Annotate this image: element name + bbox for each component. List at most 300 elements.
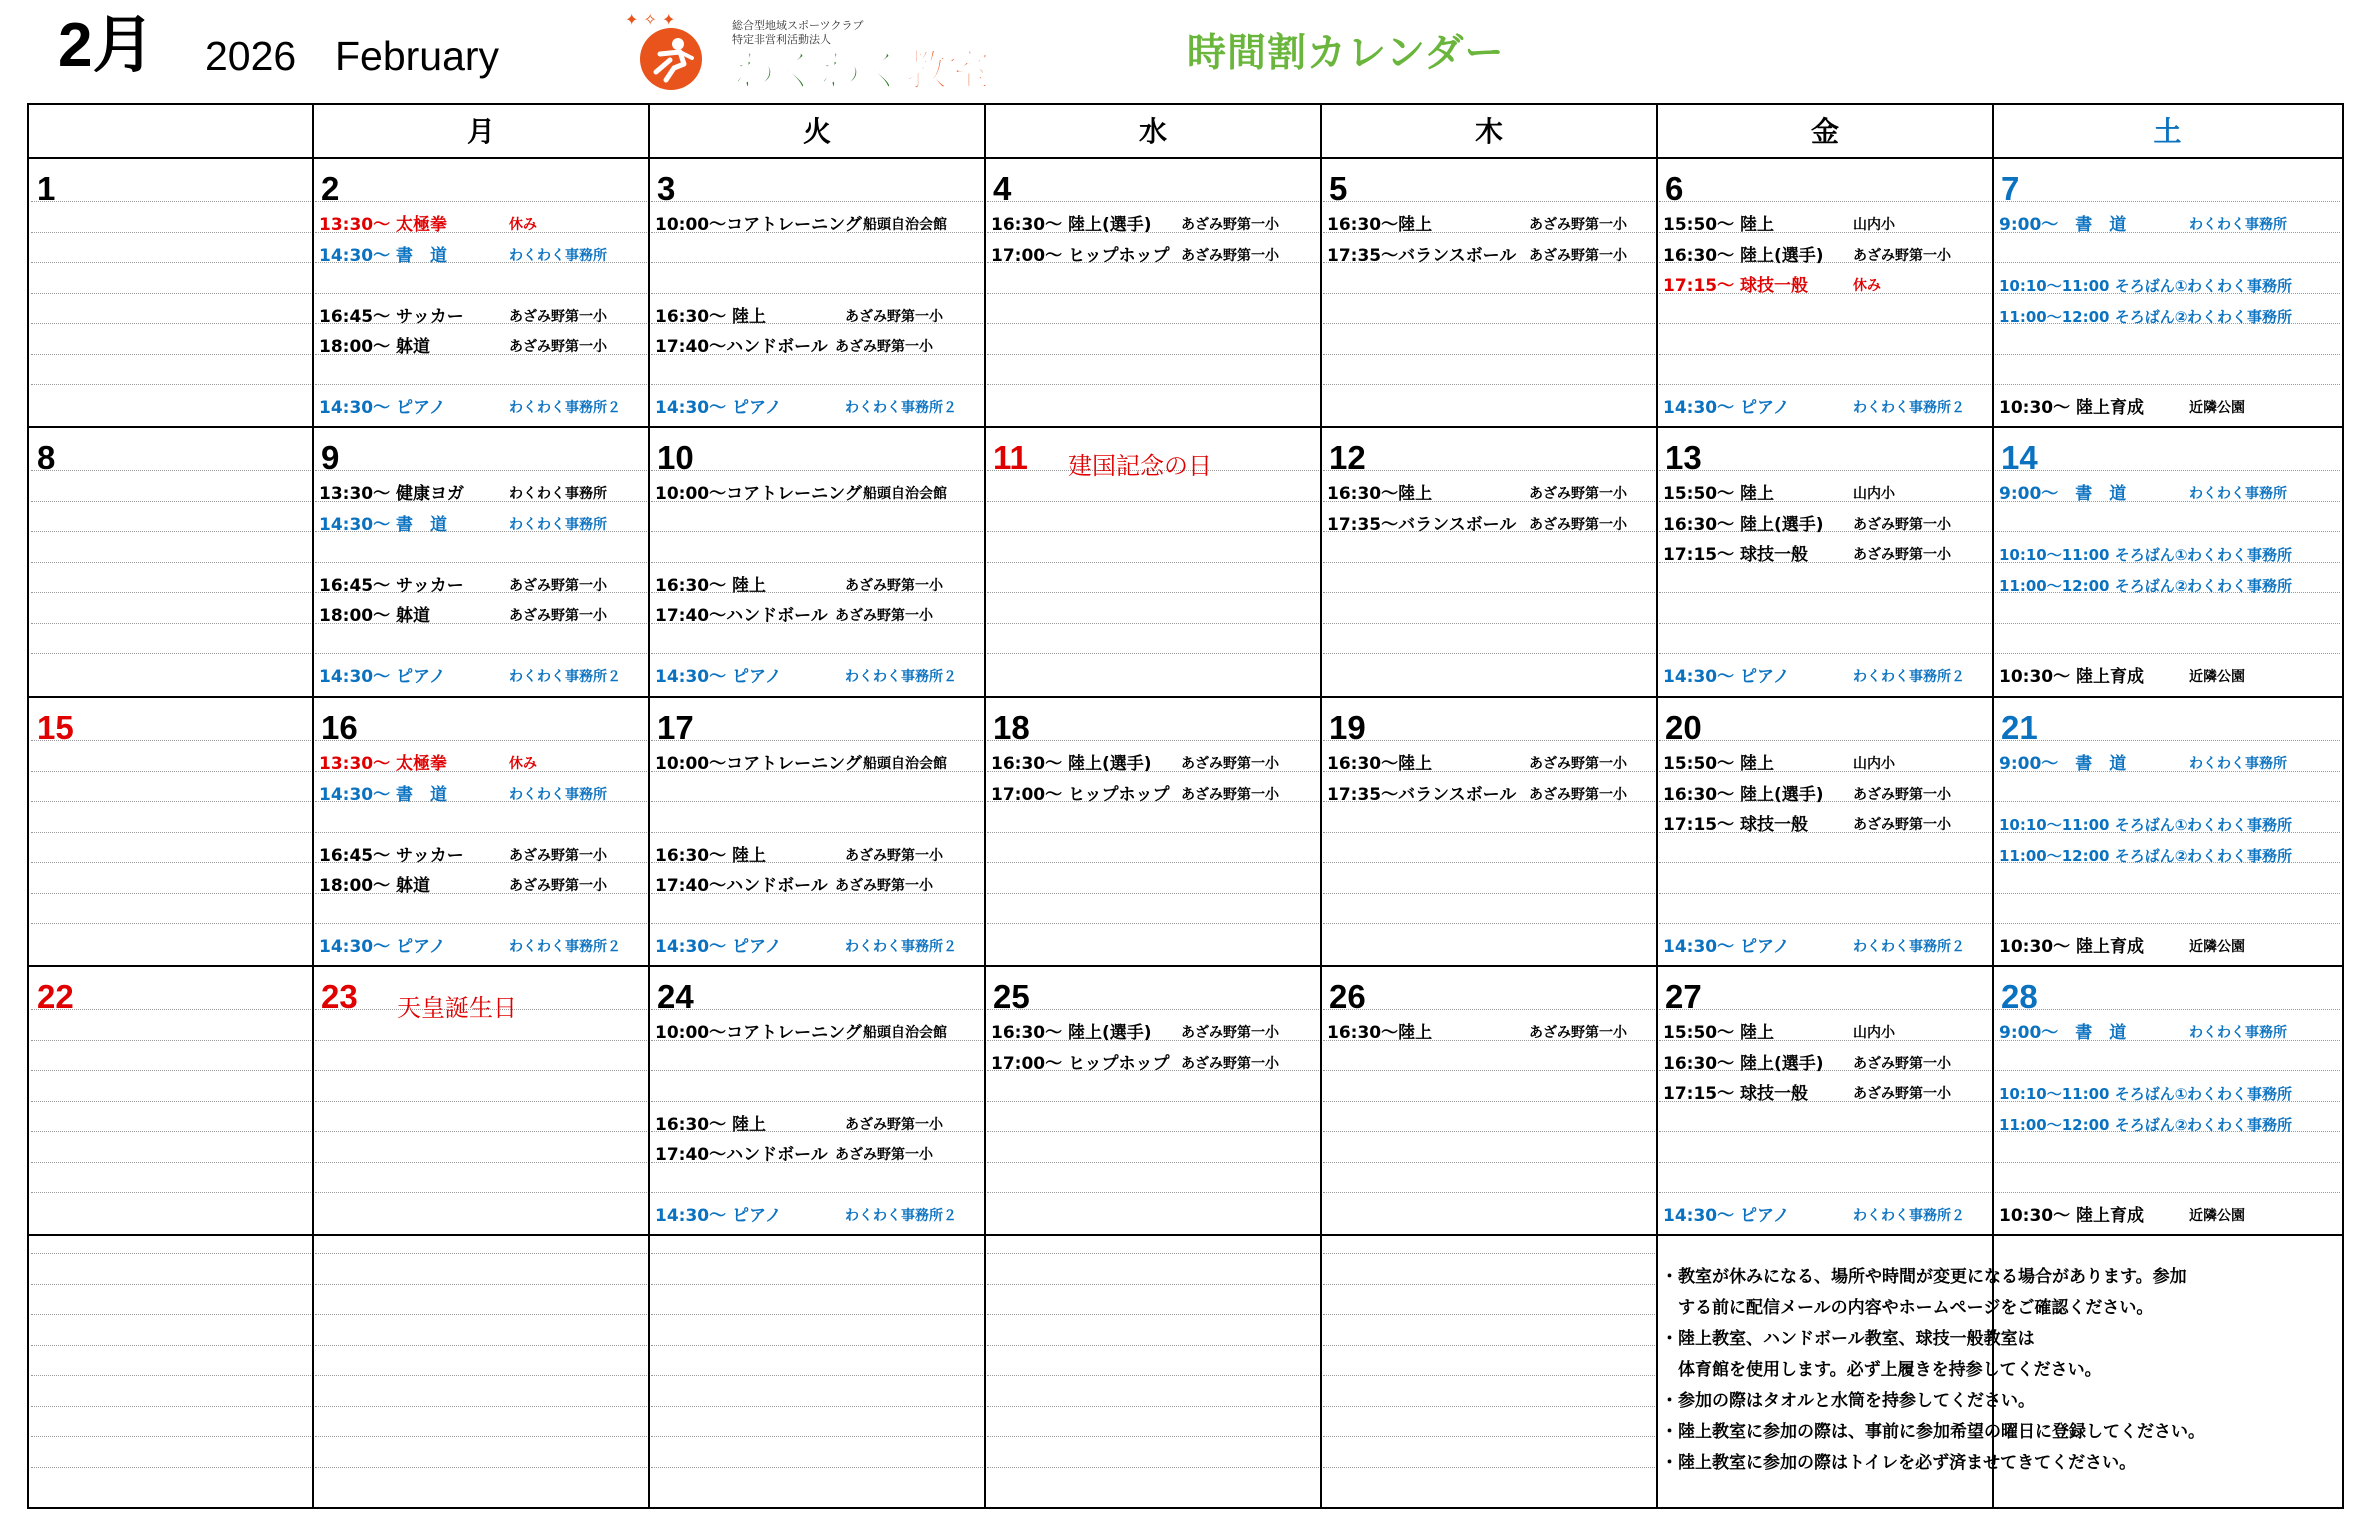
event-time-title: 11:00～12:00 そろばん② <box>1999 1115 2188 1134</box>
dotted-guide <box>31 262 311 263</box>
dotted-guide <box>651 1009 983 1010</box>
event-entry <box>1663 753 1895 775</box>
dotted-guide <box>31 862 311 863</box>
day-number: 13 <box>1665 439 1702 476</box>
weekday-header: 土 <box>2153 115 2182 148</box>
day-number: 3 <box>657 170 676 207</box>
event-time-title: 14:30～ ピアノ <box>1663 1206 1790 1226</box>
dotted-guide <box>987 1131 1319 1132</box>
dotted-guide <box>31 1314 311 1315</box>
dotted-guide <box>1659 893 1991 894</box>
dotted-guide <box>1659 323 1991 324</box>
dotted-guide <box>651 801 983 802</box>
day-number: 18 <box>993 709 1030 746</box>
dotted-guide <box>315 1375 647 1376</box>
dotted-guide <box>31 232 311 233</box>
row-divider <box>29 696 2342 698</box>
event-entry <box>655 336 933 358</box>
dotted-guide <box>987 1009 1319 1010</box>
dotted-guide <box>987 1375 1319 1376</box>
dotted-guide <box>1659 862 1991 863</box>
dotted-guide <box>31 801 311 802</box>
day-number: 7 <box>2001 170 2020 207</box>
dotted-guide <box>31 1101 311 1102</box>
dotted-guide <box>1323 893 1655 894</box>
dotted-guide <box>651 293 983 294</box>
event-entry <box>655 214 947 236</box>
event-time-title: 14:30～ ピアノ <box>319 667 446 687</box>
event-time-title: 11:00～12:00 そろばん② <box>1999 307 2188 326</box>
dotted-guide <box>1323 740 1655 741</box>
event-time-title: 13:30～ 太極拳 <box>319 754 448 774</box>
dotted-guide <box>987 1436 1319 1437</box>
event-time-title: 14:30～ 書 道 <box>319 245 448 266</box>
dotted-guide <box>987 1162 1319 1163</box>
event-time-title: 10:00～コアトレーニング <box>655 215 862 235</box>
event-time-title: 10:10～11:00 そろばん① <box>1999 816 2188 834</box>
event-location: わくわく事務所 <box>2187 1115 2293 1134</box>
event-time-title: 11:00～12:00 そろばん② <box>1999 846 2188 865</box>
dotted-guide <box>1323 323 1655 324</box>
dotted-guide <box>31 501 311 502</box>
event-location: あざみ野第一小 <box>509 577 607 594</box>
event-location: あざみ野第一小 <box>509 847 607 864</box>
event-time-title: 17:15～ 球技一般 <box>1663 1084 1809 1104</box>
event-location: あざみ野第一小 <box>1529 786 1627 803</box>
column-divider <box>312 105 314 1507</box>
dotted-guide <box>1995 354 2340 355</box>
event-entry <box>1663 1022 1895 1044</box>
event-time-title: 16:30～ 陸上 <box>655 845 767 866</box>
dotted-guide <box>315 293 647 294</box>
dotted-guide <box>651 262 983 263</box>
event-time-title: 10:30～ 陸上育成 <box>1999 937 2145 957</box>
event-time-title: 14:30～ ピアノ <box>655 937 782 957</box>
event-entry <box>655 1114 943 1136</box>
event-time-title: 14:30～ 書 道 <box>319 784 448 805</box>
event-time-title: 17:15～ 球技一般 <box>1663 545 1809 565</box>
sparkle-icon: ✦ ✧ ✦ <box>625 10 676 29</box>
dotted-guide <box>1659 1009 1991 1010</box>
weekday-header: 月 <box>466 115 495 148</box>
day-number: 23 <box>321 978 358 1015</box>
dotted-guide <box>1323 1131 1655 1132</box>
event-time-title: 16:30～陸上 <box>1327 754 1433 774</box>
event-time-title: 16:30～陸上 <box>1327 215 1433 235</box>
dotted-guide <box>1323 1345 1655 1346</box>
event-entry <box>1999 275 2293 297</box>
day-number: 5 <box>1329 170 1348 207</box>
dotted-guide <box>987 501 1319 502</box>
event-entry <box>655 397 957 419</box>
dotted-guide <box>651 653 983 654</box>
event-entry <box>319 753 537 775</box>
event-entry <box>1999 1083 2293 1105</box>
event-location: わくわく事務所２ <box>845 400 957 416</box>
dotted-guide <box>1323 1162 1655 1163</box>
note-line: ・教室が休みになる、場所や時間が変更になる場合があります。参加 <box>1661 1267 2187 1287</box>
event-time-title: 17:35～バランスボール <box>1327 514 1517 535</box>
dotted-guide <box>1659 653 1991 654</box>
event-time-title: 10:00～コアトレーニング <box>655 484 862 504</box>
dotted-guide <box>315 1101 647 1102</box>
day-number: 14 <box>2001 439 2038 476</box>
day-number: 27 <box>1665 978 1702 1015</box>
event-time-title: 10:00～コアトレーニング <box>655 754 862 774</box>
dotted-guide <box>651 832 983 833</box>
dotted-guide <box>1995 1070 2340 1071</box>
dotted-guide <box>31 354 311 355</box>
weekday-header-blank <box>29 105 313 158</box>
event-location: あざみ野第一小 <box>1181 247 1279 264</box>
dotted-guide <box>1995 1192 2340 1193</box>
event-entry <box>1999 753 2287 775</box>
dotted-guide <box>651 562 983 563</box>
event-location: あざみ野第一小 <box>835 339 933 355</box>
dotted-guide <box>987 201 1319 202</box>
dotted-guide <box>987 1192 1319 1193</box>
event-entry <box>1663 483 1895 505</box>
dotted-guide <box>1323 862 1655 863</box>
event-time-title: 16:45～ サッカー <box>319 845 464 866</box>
dotted-guide <box>1323 1070 1655 1071</box>
logo-wordmark-b: 教室 <box>905 46 992 95</box>
event-entry <box>1327 753 1627 775</box>
dotted-guide <box>315 1192 647 1193</box>
dotted-guide <box>31 893 311 894</box>
event-location: 休み <box>509 756 537 772</box>
dotted-guide <box>987 653 1319 654</box>
event-location: あざみ野第一小 <box>1853 1086 1951 1102</box>
dotted-guide <box>651 1467 983 1468</box>
event-time-title: 9:00～ 書 道 <box>1999 484 2127 504</box>
event-entry <box>991 784 1279 806</box>
dotted-guide <box>31 323 311 324</box>
event-entry <box>655 1144 933 1166</box>
event-time-title: 17:00～ ヒップホップ <box>991 1053 1170 1074</box>
club-logo <box>625 10 1035 98</box>
event-location: 近隣公園 <box>2189 669 2245 685</box>
event-location: わくわく事務所 <box>2187 546 2293 564</box>
dotted-guide <box>651 923 983 924</box>
event-time-title: 18:00～ 躰道 <box>319 876 431 896</box>
dotted-guide <box>1323 1192 1655 1193</box>
dotted-guide <box>651 201 983 202</box>
dotted-guide <box>987 531 1319 532</box>
event-time-title: 17:35～バランスボール <box>1327 784 1517 805</box>
dotted-guide <box>651 1192 983 1193</box>
event-location: 休み <box>509 217 537 233</box>
event-entry <box>1663 397 1965 419</box>
event-time-title: 10:30～ 陸上育成 <box>1999 398 2145 418</box>
dotted-guide <box>1995 1162 2340 1163</box>
event-entry <box>655 875 933 897</box>
event-time-title: 10:30～ 陸上育成 <box>1999 1206 2145 1226</box>
event-entry <box>1999 306 2293 328</box>
event-entry <box>1999 1114 2293 1136</box>
event-time-title: 16:30～陸上 <box>1327 484 1433 504</box>
event-entry <box>1999 666 2245 688</box>
dotted-guide <box>987 1406 1319 1407</box>
dotted-guide <box>31 771 311 772</box>
dotted-guide <box>31 1253 311 1254</box>
dotted-guide <box>315 1040 647 1041</box>
dotted-guide <box>987 832 1319 833</box>
logo-wordmark <box>733 46 992 95</box>
event-location: わくわく事務所２ <box>1853 939 1965 955</box>
dotted-guide <box>987 323 1319 324</box>
dotted-guide <box>1659 923 1991 924</box>
event-time-title: 10:10～11:00 そろばん① <box>1999 546 2188 564</box>
event-location: 近隣公園 <box>2189 400 2245 416</box>
event-location: わくわく事務所 <box>2187 816 2293 834</box>
dotted-guide <box>31 1040 311 1041</box>
dotted-guide <box>1323 623 1655 624</box>
event-entry <box>655 306 943 328</box>
event-location: あざみ野第一小 <box>835 608 933 624</box>
dotted-guide <box>987 1467 1319 1468</box>
dotted-guide <box>1995 1009 2340 1010</box>
event-time-title: 15:50～ 陸上 <box>1663 484 1775 504</box>
dotted-guide <box>315 562 647 563</box>
dotted-guide <box>1323 923 1655 924</box>
dotted-guide <box>651 1375 983 1376</box>
day-number: 2 <box>321 170 340 207</box>
event-time-title: 14:30～ ピアノ <box>1663 667 1790 687</box>
dotted-guide <box>1323 832 1655 833</box>
event-location: あざみ野第一小 <box>1181 756 1279 772</box>
dotted-guide <box>1995 201 2340 202</box>
dotted-guide <box>1323 354 1655 355</box>
dotted-guide <box>987 384 1319 385</box>
dotted-guide <box>1323 293 1655 294</box>
event-entry <box>655 483 947 505</box>
event-time-title: 16:30～ 陸上(選手) <box>991 754 1152 774</box>
event-location: わくわく事務所 <box>509 516 607 533</box>
event-location: わくわく事務所２ <box>1853 1208 1965 1224</box>
dotted-guide <box>987 293 1319 294</box>
event-entry <box>319 605 607 627</box>
dotted-guide <box>987 740 1319 741</box>
day-number: 6 <box>1665 170 1684 207</box>
dotted-guide <box>315 201 647 202</box>
event-time-title: 14:30～ ピアノ <box>319 937 446 957</box>
event-entry <box>1999 1022 2287 1044</box>
note-line: 体育館を使用します。必ず上履きを持参してください。 <box>1661 1360 2102 1380</box>
event-entry <box>1663 214 1895 236</box>
dotted-guide <box>1659 623 1991 624</box>
event-entry <box>1663 666 1965 688</box>
event-time-title: 17:15～ 球技一般 <box>1663 276 1809 296</box>
event-location: あざみ野第一小 <box>1181 1025 1279 1041</box>
event-entry <box>1327 483 1627 505</box>
event-entry <box>1663 245 1951 267</box>
dotted-guide <box>315 1345 647 1346</box>
dotted-guide <box>315 1253 647 1254</box>
event-location: わくわく事務所 <box>2187 1085 2293 1103</box>
event-location: あざみ野第一小 <box>1529 247 1627 264</box>
dotted-guide <box>1995 801 2340 802</box>
dotted-guide <box>1323 470 1655 471</box>
event-entry <box>655 1205 957 1227</box>
event-time-title: 16:30～ 陸上 <box>655 575 767 596</box>
event-location: あざみ野第一小 <box>509 308 607 325</box>
event-entry <box>1663 784 1951 806</box>
event-time-title: 16:30～ 陸上(選手) <box>991 1023 1152 1043</box>
event-location: あざみ野第一小 <box>1529 1025 1627 1041</box>
dotted-guide <box>31 623 311 624</box>
dotted-guide <box>315 1467 647 1468</box>
dotted-guide <box>315 1284 647 1285</box>
dotted-guide <box>1659 1131 1991 1132</box>
event-time-title: 14:30～ ピアノ <box>1663 398 1790 418</box>
event-time-title: 17:40～ハンドボール <box>655 337 828 357</box>
column-divider <box>984 105 986 1507</box>
event-time-title: 14:30～ ピアノ <box>655 398 782 418</box>
event-entry <box>655 936 957 958</box>
event-time-title: 16:30～ 陸上(選手) <box>991 215 1152 235</box>
dotted-guide <box>987 1101 1319 1102</box>
day-number: 9 <box>321 439 340 476</box>
dotted-guide <box>651 1070 983 1071</box>
dotted-guide <box>1659 201 1991 202</box>
dotted-guide <box>315 1162 647 1163</box>
event-time-title: 17:40～ハンドボール <box>655 876 828 896</box>
event-entry <box>319 514 607 536</box>
event-location: わくわく事務所 <box>2187 576 2293 595</box>
event-location: あざみ野第一小 <box>1529 756 1627 772</box>
dotted-guide <box>31 1192 311 1193</box>
day-number: 19 <box>1329 709 1366 746</box>
dotted-guide <box>651 1314 983 1315</box>
event-entry <box>1999 214 2287 236</box>
note-line: する前に配信メールの内容やホームページをご確認ください。 <box>1661 1298 2154 1318</box>
event-time-title: 16:45～ サッカー <box>319 575 464 596</box>
dotted-guide <box>31 923 311 924</box>
event-entry <box>319 214 537 236</box>
event-entry <box>1327 1022 1627 1044</box>
dotted-guide <box>1323 653 1655 654</box>
event-entry <box>1327 245 1627 267</box>
event-entry <box>655 666 957 688</box>
day-number: 17 <box>657 709 694 746</box>
dotted-guide <box>31 1162 311 1163</box>
dotted-guide <box>1323 562 1655 563</box>
day-number: 4 <box>993 170 1012 207</box>
dotted-guide <box>1995 923 2340 924</box>
dotted-guide <box>31 1436 311 1437</box>
row-divider <box>29 965 2342 967</box>
note-line: ・陸上教室に参加の際はトイレを必ず済ませてきてください。 <box>1661 1453 2137 1473</box>
dotted-guide <box>651 1101 983 1102</box>
column-divider <box>1656 105 1658 1507</box>
event-location: あざみ野第一小 <box>1529 217 1627 233</box>
dotted-guide <box>1323 1284 1655 1285</box>
dotted-guide <box>651 1406 983 1407</box>
event-location: わくわく事務所２ <box>845 669 957 685</box>
dotted-guide <box>1323 1467 1655 1468</box>
event-location: 近隣公園 <box>2189 939 2245 955</box>
event-entry <box>319 397 621 419</box>
event-entry <box>991 245 1279 267</box>
dotted-guide <box>315 470 647 471</box>
dotted-guide <box>651 531 983 532</box>
event-entry <box>1999 483 2287 505</box>
dotted-guide <box>651 1345 983 1346</box>
event-time-title: 14:30～ 書 道 <box>319 514 448 535</box>
dotted-guide <box>987 862 1319 863</box>
row-divider <box>29 1234 2342 1236</box>
event-time-title: 16:30～ 陸上(選手) <box>1663 245 1824 266</box>
event-time-title: 17:35～バランスボール <box>1327 245 1517 266</box>
event-location: わくわく事務所２ <box>845 939 957 955</box>
event-location: わくわく事務所 <box>2189 217 2287 233</box>
day-number: 25 <box>993 978 1030 1015</box>
event-entry <box>655 575 943 597</box>
day-number: 15 <box>37 709 74 746</box>
event-location: 休み <box>1853 278 1881 294</box>
event-time-title: 16:30～ 陸上 <box>655 306 767 327</box>
event-entry <box>655 845 943 867</box>
row-divider <box>29 426 2342 428</box>
event-location: あざみ野第一小 <box>509 878 607 894</box>
event-location: あざみ野第一小 <box>1853 786 1951 803</box>
day-number: 28 <box>2001 978 2038 1015</box>
event-time-title: 13:30～ 太極拳 <box>319 215 448 235</box>
dotted-guide <box>31 1406 311 1407</box>
dotted-guide <box>31 384 311 385</box>
dotted-guide <box>315 1131 647 1132</box>
event-location: あざみ野第一小 <box>509 339 607 355</box>
dotted-guide <box>315 832 647 833</box>
event-location: あざみ野第一小 <box>845 577 943 594</box>
event-time-title: 10:10～11:00 そろばん① <box>1999 277 2188 295</box>
dotted-guide <box>1659 740 1991 741</box>
event-entry <box>319 306 607 328</box>
event-time-title: 16:30～ 陸上(選手) <box>1663 1053 1824 1074</box>
event-location: 山内小 <box>1853 486 1895 502</box>
dotted-guide <box>31 1070 311 1071</box>
event-time-title: 18:00～ 躰道 <box>319 337 431 357</box>
event-time-title: 16:30～ 陸上 <box>655 1114 767 1135</box>
event-location: 船頭自治会館 <box>863 486 947 502</box>
event-location: あざみ野第一小 <box>1181 1055 1279 1072</box>
dotted-guide <box>31 592 311 593</box>
event-location: 山内小 <box>1853 217 1895 233</box>
event-entry <box>655 1022 947 1044</box>
dotted-guide <box>1323 1314 1655 1315</box>
event-entry <box>991 1022 1279 1044</box>
event-entry <box>1999 575 2293 597</box>
event-entry <box>319 666 621 688</box>
event-entry <box>319 936 621 958</box>
notes-block <box>1661 1262 2205 1479</box>
dotted-guide <box>31 531 311 532</box>
dotted-guide <box>1659 354 1991 355</box>
holiday-label: 天皇誕生日 <box>397 994 517 1022</box>
event-entry <box>1999 936 2245 958</box>
dotted-guide <box>651 1253 983 1254</box>
event-location: あざみ野第一小 <box>1181 217 1279 233</box>
event-entry <box>1663 936 1965 958</box>
event-location: わくわく事務所 <box>2187 307 2293 326</box>
event-location: わくわく事務所 <box>2187 277 2293 295</box>
event-entry <box>1999 845 2293 867</box>
dotted-guide <box>1995 653 2340 654</box>
event-location: わくわく事務所２ <box>1853 669 1965 685</box>
dotted-guide <box>31 470 311 471</box>
day-number: 12 <box>1329 439 1366 476</box>
